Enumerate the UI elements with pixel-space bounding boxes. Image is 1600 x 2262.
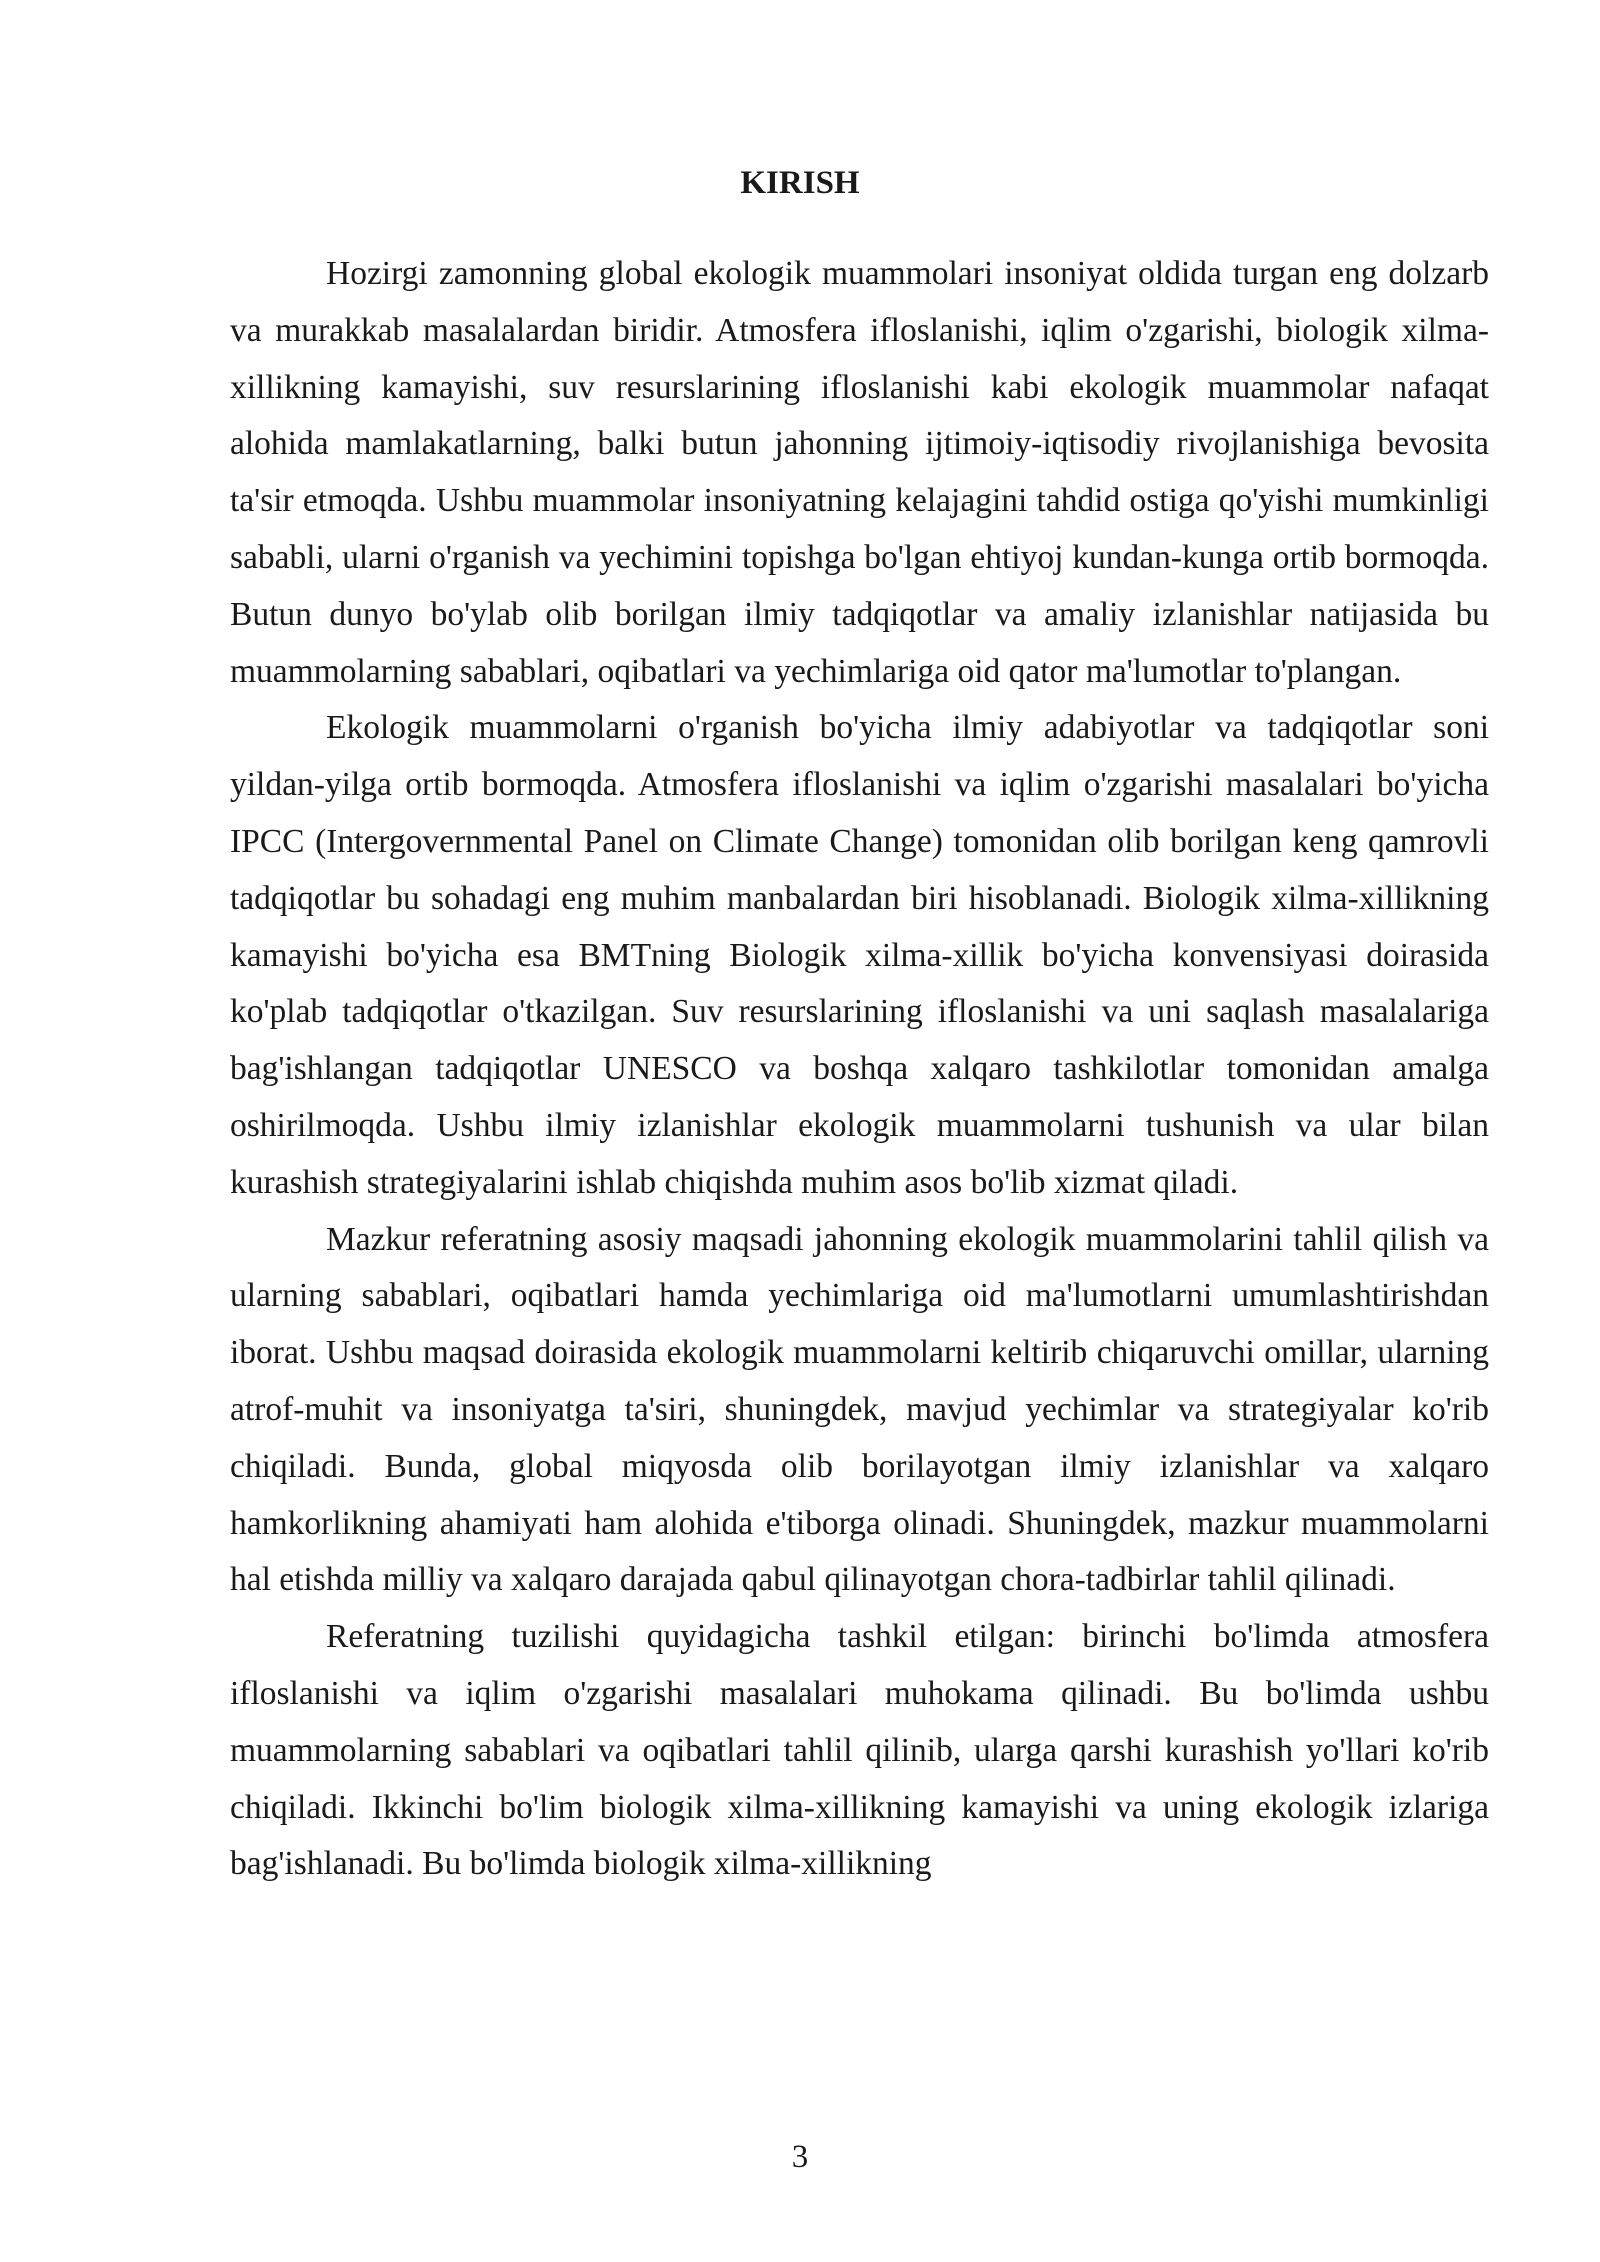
paragraph-2: Ekologik muammolarni o'rganish bo'yicha ilmiy adabiyotlar va tadqiqotlar soni yildan-yilga ortib bormoqda. Atmosfera ifloslanishi va iqlim o'zgarishi masalalari bo'yicha IPCC (Intergovernmental Panel on Climate Change) tomonidan olib borilgan keng qamrovli tadqiqotlar bu sohadagi eng muhim manbalardan biri hisoblanadi. Biologik xilma-xillikning kamayishi bo'yicha esa BMTning Biologik xilma-xillik bo'yicha konvensiyasi doirasida ko'plab tadqiqotlar o'tkazilgan. Suv resurslarining ifloslanishi va uni saqlash masalalariga bag'ishlangan tadqiqotlar UNESCO va boshqa xalqaro tashkilotlar tomonidan amalga oshirilmoqda. Ushbu ilmiy izlanishlar ekologik muammolarni tushunish va ular bilan kurashish strategiyalarini ishlab chiqishda muhim asos bo'lib xizmat qiladi. bbox=[230, 709, 1489, 1201]
section-title: KIRISH bbox=[740, 165, 860, 201]
paragraph-3: Mazkur referatning asosiy maqsadi jahonning ekologik muammolarini tahlil qilish va ularning sabablari, oqibatlari hamda yechimlariga oid ma'lumotlarni umumlashtirishdan iborat. Ushbu maqsad doirasida ekologik muammolarni keltirib chiqaruvchi omillar, ularning atrof-muhit va insoniyatga ta'siri, shuningdek, mavjud yechimlar va strategiyalar ko'rib chiqiladi. Bunda, global miqyosda olib borilayotgan ilmiy izlanishlar va xalqaro hamkorlikning ahamiyati ham alohida e'tiborga olinadi. Shuningdek, mazkur muammolarni hal etishda milliy va xalqaro darajada qabul qilinayotgan chora-tadbirlar tahlil qilinadi. bbox=[230, 1220, 1489, 1599]
body-text bbox=[230, 246, 1489, 1893]
paragraph-1: Hozirgi zamonning global ekologik muammolari insoniyat oldida turgan eng dolzarb va murakkab masalalardan biridir. Atmosfera ifloslanishi, iqlim o'zgarishi, biologik xilma-xillikning kamayishi, suv resurslarining ifloslanishi kabi ekologik muammolar nafaqat alohida mamlakatlarning, balki butun jahonning ijtimoiy-iqtisodiy rivojlanishiga bevosita ta'sir etmoqda. Ushbu muammolar insoniyatning kelajagini tahdid ostiga qo'yishi mumkinligi sababli, ularni o'rganish va yechimini topishga bo'lgan ehtiyoj kundan-kunga ortib bormoqda. Butun dunyo bo'ylab olib borilgan ilmiy tadqiqotlar va amaliy izlanishlar natijasida bu muammolarning sabablari, oqibatlari va yechimlariga oid qator ma'lumotlar to'plangan. bbox=[230, 255, 1489, 690]
paragraph-4: Referatning tuzilishi quyidagicha tashkil etilgan: birinchi bo'limda atmosfera ifloslanishi va iqlim o'zgarishi masalalari muhokama qilinadi. Bu bo'limda ushbu muammolarning sabablari va oqibatlari tahlil qilinib, ularga qarshi kurashish yo'llari ko'rib chiqiladi. Ikkinchi bo'lim biologik xilma-xillikning kamayishi va uning ekologik izlariga bag'ishlanadi. Bu bo'limda biologik xilma-xillikning bbox=[230, 1618, 1489, 1883]
page-number: 3 bbox=[791, 2139, 809, 2175]
